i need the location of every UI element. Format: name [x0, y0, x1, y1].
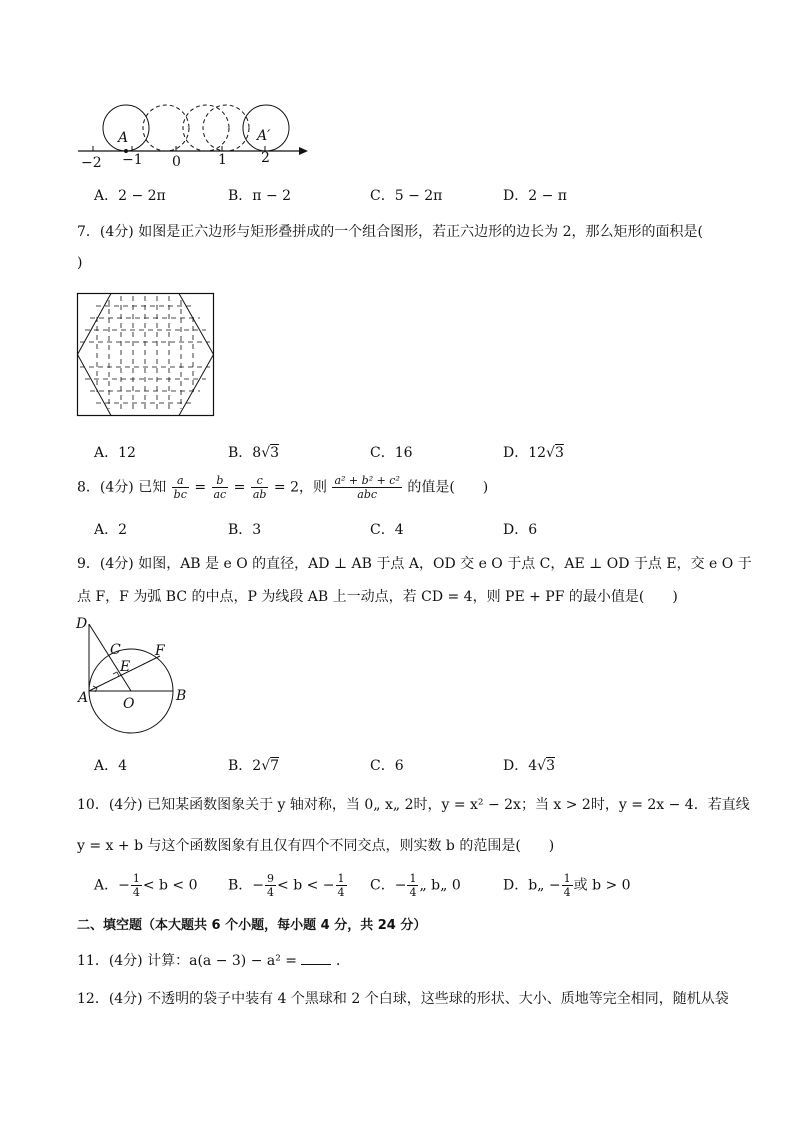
point-a-prime-label: A′	[257, 128, 271, 144]
fraction	[212, 474, 229, 501]
q9-option-d-radicand: 3	[546, 758, 555, 774]
q10-option-b[interactable]	[228, 872, 348, 899]
denominator: ab	[252, 488, 267, 501]
q10-option-a[interactable]	[94, 872, 198, 899]
denominator: 4	[267, 886, 275, 899]
denominator: 4	[563, 886, 571, 899]
q9-option-d-label: D．4	[503, 758, 538, 774]
label-a: A	[78, 690, 89, 706]
option-suffix: 或 b > 0	[573, 877, 631, 894]
q7-option-a[interactable]: A．12	[94, 445, 136, 461]
numerator: 1	[337, 872, 345, 885]
label-o: O	[123, 696, 135, 712]
denominator: ac	[213, 488, 227, 501]
fraction	[265, 872, 276, 899]
q6-option-a[interactable]: A．2 − 2π	[94, 188, 166, 204]
q10-stem-line2: y = x + b 与这个函数图象有且仅有四个不同交点，则实数 b 的范围是( )	[77, 838, 555, 854]
numerator: b	[212, 474, 229, 488]
label-d: D	[76, 616, 88, 632]
sqrt-icon: √	[537, 758, 547, 774]
q9-option-a[interactable]: A．4	[94, 758, 128, 774]
fraction	[332, 474, 401, 501]
option-prefix: B．−	[228, 877, 265, 894]
tick-label: 0	[172, 154, 181, 170]
q7-option-b-radicand: 3	[270, 445, 280, 461]
q9-option-b-label: B．2	[228, 758, 262, 774]
point-a-label: A	[118, 130, 129, 146]
numberline-figure	[70, 96, 320, 171]
label-c: C	[110, 642, 121, 658]
q10-option-d[interactable]	[503, 872, 631, 899]
numerator: 1	[409, 872, 417, 885]
q8-suffix: 的值是( )	[407, 479, 489, 496]
q8-option-a[interactable]: A．2	[94, 522, 128, 538]
q6-option-c[interactable]: C．5 − 2π	[370, 188, 443, 204]
q7-stem: 7．(4分) 如图是正六边形与矩形叠拼成的一个组合图形，若正六边形的边长为 2，那么矩形的面积是(	[77, 224, 704, 240]
q7-option-d[interactable]	[503, 442, 564, 462]
fraction	[336, 872, 347, 899]
numerator: c	[251, 474, 269, 488]
q11-end: ．	[335, 953, 350, 969]
equals-sign: =	[194, 479, 207, 496]
option-suffix: < b < 0	[142, 877, 198, 894]
q9-option-b-radicand: 7	[270, 758, 280, 774]
q9-option-c[interactable]: C．6	[370, 758, 404, 774]
option-suffix: „ b„ 0	[419, 877, 461, 894]
q8-option-d[interactable]: D．6	[503, 522, 538, 538]
tick-label: 2	[261, 150, 270, 166]
q9-option-d[interactable]	[503, 755, 555, 775]
fraction	[172, 474, 189, 501]
q12-stem: 12．(4分) 不透明的袋子中装有 4 个黑球和 2 个白球，这些球的形状、大小、质地等完全相同，随机从袋	[77, 991, 729, 1007]
q8-option-c[interactable]: C．4	[370, 522, 404, 538]
section-heading: 二、填空题（本大题共 6 个小题，每小题 4 分，共 24 分）	[77, 918, 427, 933]
label-f: F	[155, 643, 165, 659]
q8-stem	[77, 474, 488, 501]
tick-label: 1	[218, 152, 227, 168]
numerator: a² + b² + c²	[334, 474, 400, 487]
q6-option-b[interactable]: B．π − 2	[228, 188, 292, 204]
option-middle: < b < −	[277, 877, 335, 894]
denominator: abc	[357, 488, 378, 501]
q11-stem	[77, 950, 350, 970]
q7-option-d-label: D．12	[503, 445, 547, 461]
q8-option-b[interactable]: B．3	[228, 522, 262, 538]
hexagon-rectangle-figure	[76, 292, 216, 418]
q10-stem-line1: 10．(4分) 已知某函数图象关于 y 轴对称，当 0„ x„ 2时，y = x² − 2x；当 x > 2时，y = 2x − 4．若直线	[77, 797, 750, 813]
sqrt-icon: √	[546, 445, 555, 461]
q7-option-d-radicand: 3	[554, 445, 564, 461]
q9-stem-line1: 9．(4分) 如图，AB 是 e O 的直径，AD ⊥ AB 于点 A，OD 交 e O 于点 C，AE ⊥ OD 于点 E，交 e O 于	[77, 556, 752, 572]
fraction	[131, 872, 142, 899]
q10-option-c[interactable]	[370, 872, 461, 899]
denominator: 4	[337, 886, 345, 899]
q6-option-d[interactable]: D．2 − π	[503, 188, 567, 204]
fraction	[562, 872, 573, 899]
numerator: 1	[132, 872, 140, 885]
tick-label: −1	[122, 152, 143, 168]
denominator: 4	[409, 886, 417, 899]
option-prefix: D．b„ −	[503, 877, 561, 894]
option-prefix: C．−	[370, 877, 407, 894]
fraction	[407, 872, 418, 899]
sqrt-icon: √	[261, 758, 271, 774]
option-prefix: A．−	[94, 877, 130, 894]
tick-label: −2	[81, 155, 102, 171]
q9-stem-line2: 点 F，F 为弧 BC 的中点，P 为线段 AB 上一动点，若 CD = 4，则 PE + PF 的最小值是( )	[77, 589, 678, 605]
label-e: E	[120, 659, 131, 675]
answer-blank[interactable]	[301, 952, 331, 965]
fraction	[251, 474, 269, 501]
equals-sign: =	[233, 479, 246, 496]
numerator: 9	[267, 872, 275, 885]
circle-geometry-figure	[76, 612, 206, 742]
q11-text: 11．(4分) 计算：a(a − 3) − a² =	[77, 953, 298, 969]
numerator: a	[172, 474, 189, 488]
q9-option-b[interactable]	[228, 755, 279, 775]
numerator: 1	[563, 872, 571, 885]
denominator: 4	[132, 886, 140, 899]
q8-eq: = 2，则	[273, 479, 328, 496]
label-b: B	[176, 688, 187, 704]
sqrt-icon: √	[261, 445, 271, 461]
denominator: bc	[173, 488, 187, 501]
q7-option-b-label: B．8	[228, 445, 262, 461]
q7-stem-close: )	[77, 255, 83, 271]
q7-option-b[interactable]	[228, 442, 279, 462]
q8-prefix: 8．(4分) 已知	[77, 479, 167, 496]
q7-option-c[interactable]: C．16	[370, 445, 413, 461]
